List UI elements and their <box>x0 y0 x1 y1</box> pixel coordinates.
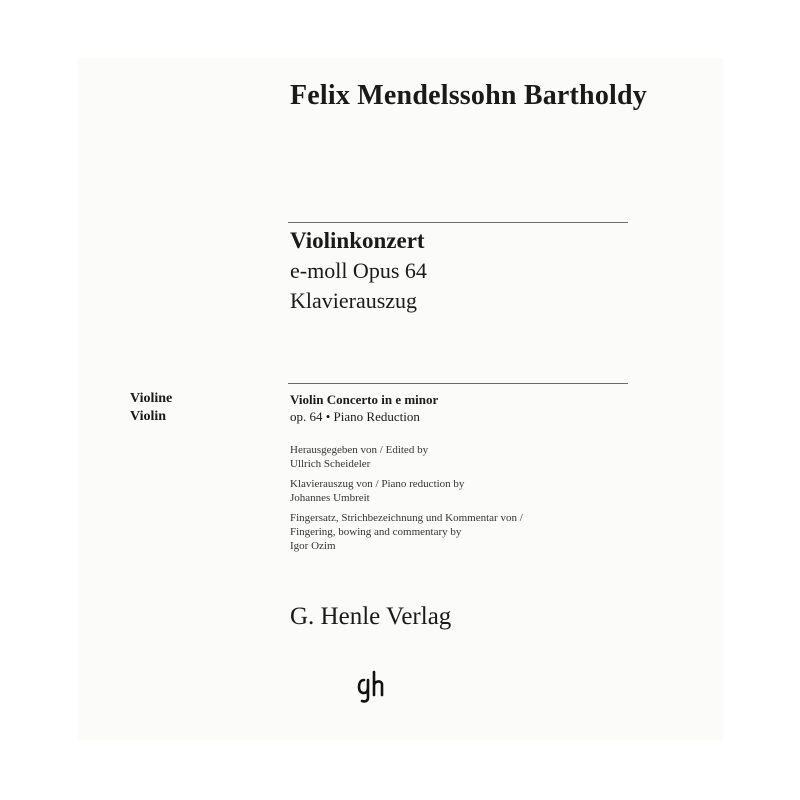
credit-role-continued: Fingering, bowing and commentary by <box>290 526 462 538</box>
credit-name: Johannes Umbreit <box>290 492 370 504</box>
opus-edition-en: op. 64 • Piano Reduction <box>290 409 420 424</box>
english-title-block <box>290 391 438 425</box>
divider-middle <box>288 383 628 384</box>
publisher-name: G. Henle Verlag <box>290 603 452 630</box>
edition-type-de: Klavierauszug <box>290 288 418 313</box>
work-title-de: Violinkonzert <box>290 228 425 253</box>
credit-name: Igor Ozim <box>290 540 336 552</box>
work-title-en: Violin Concerto in e minor <box>290 392 439 407</box>
credits-block <box>290 443 523 559</box>
credit-piano-reduction <box>290 477 523 505</box>
divider-top <box>288 222 628 223</box>
credit-role: Klavierauszug von / Piano reduction by <box>290 478 465 490</box>
credit-role: Fingersatz, Strichbezeichnung und Kommentar von / <box>290 512 523 524</box>
credit-role: Herausgegeben von / Edited by <box>290 444 429 456</box>
henle-logo-icon <box>355 668 391 704</box>
german-title-block <box>290 226 427 316</box>
credit-fingering <box>290 511 523 553</box>
instrument-de: Violine <box>130 391 173 406</box>
instrument-label <box>130 390 172 426</box>
key-opus-de: e-moll Opus 64 <box>290 258 427 283</box>
instrument-en: Violin <box>130 409 167 424</box>
credit-editor <box>290 443 523 471</box>
composer-name: Felix Mendelssohn Bartholdy <box>290 80 647 111</box>
credit-name: Ullrich Scheideler <box>290 458 371 470</box>
